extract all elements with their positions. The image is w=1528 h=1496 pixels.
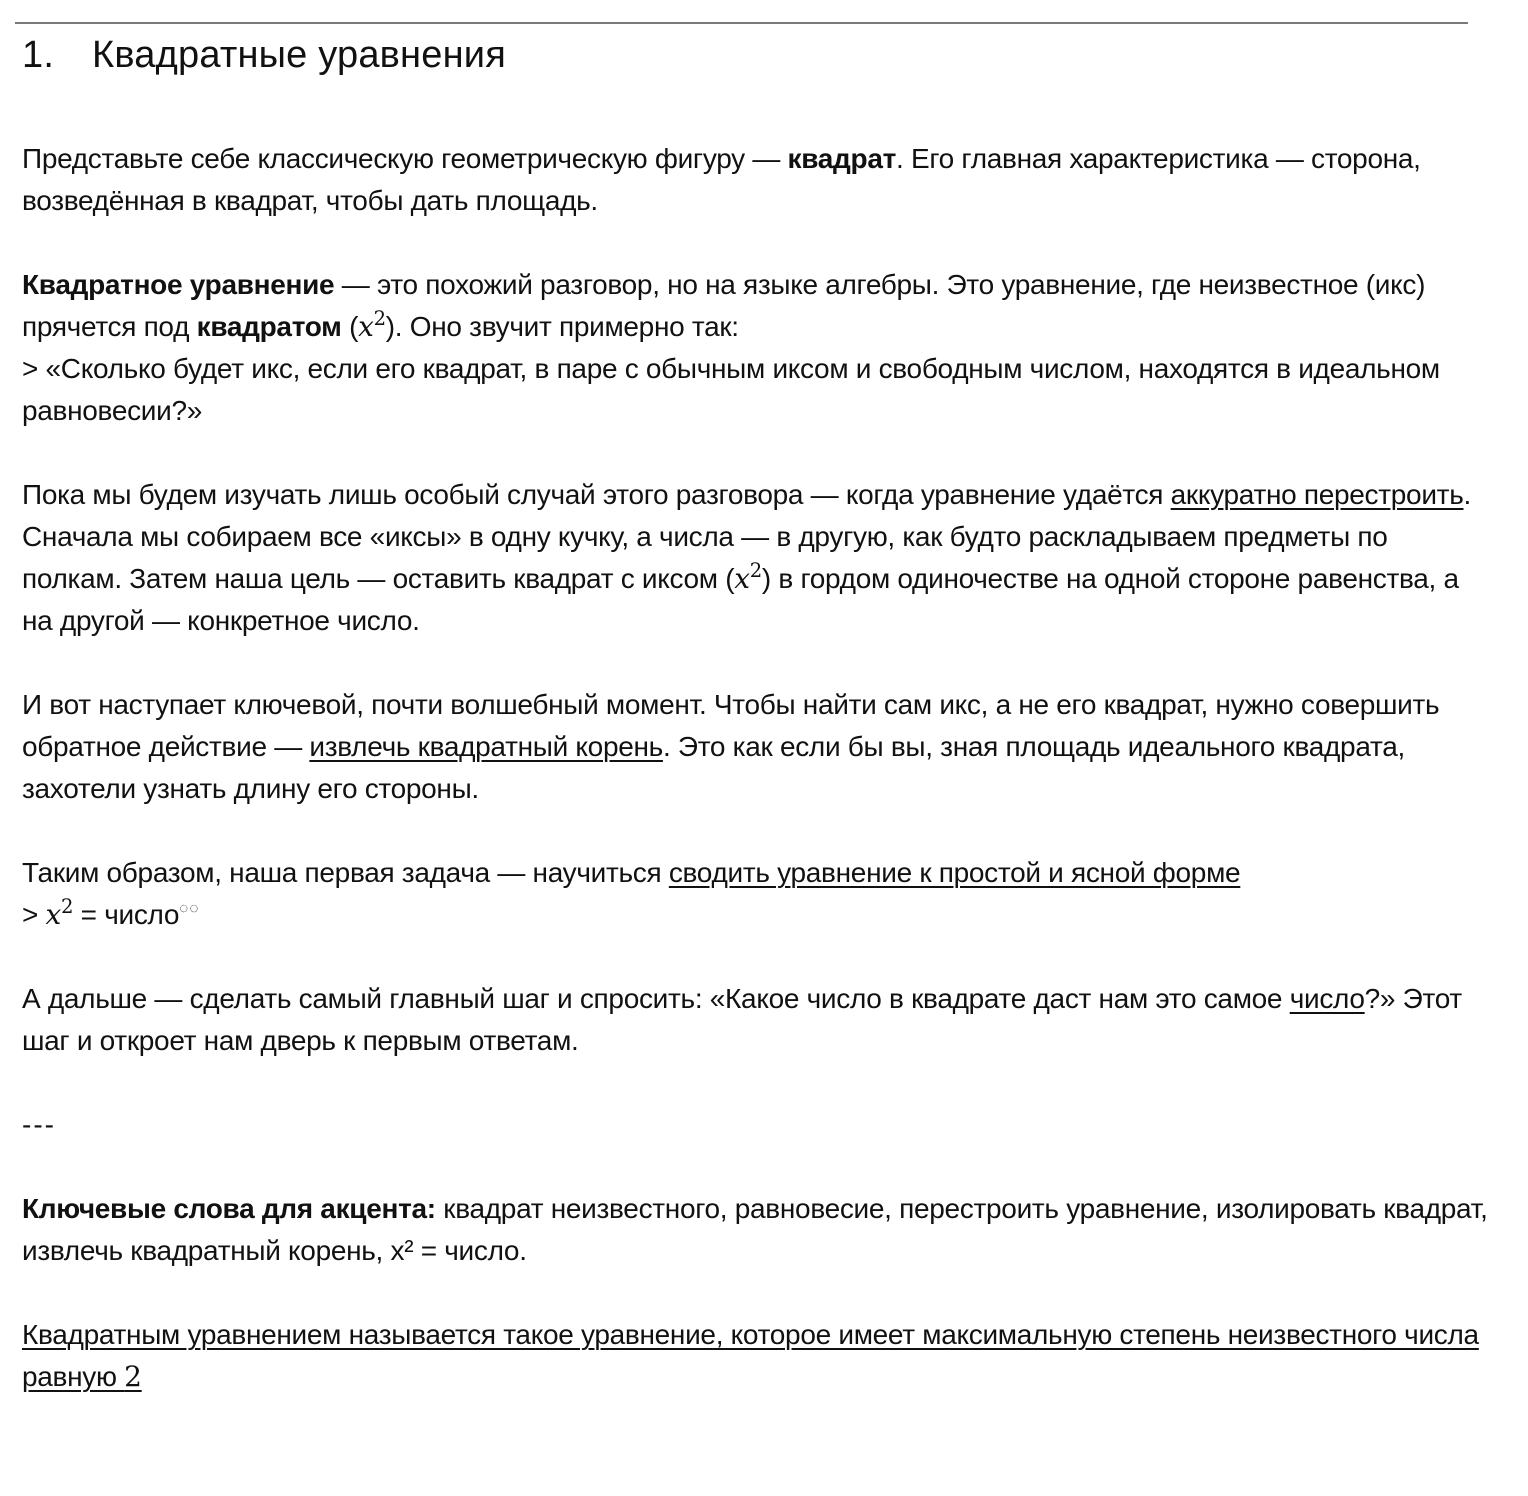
bold-term: квадратом — [196, 311, 342, 342]
text: . Сначала мы собираем все «иксы» в одну кучку, а числа — в другую, как будто раскладываем предметы по полкам. Затем наша цель — оставить квадрат с иксом ( — [22, 479, 1471, 594]
paragraph-first-task — [22, 852, 1492, 936]
paragraph-rearrange — [22, 474, 1492, 642]
bold-term: Квадратное уравнение — [22, 269, 335, 300]
underlined-word: число — [1289, 983, 1365, 1014]
document-body — [22, 138, 1492, 1440]
math-x-squared: $x^2$ — [45, 895, 74, 931]
horizontal-rule — [15, 22, 1468, 24]
paragraph-formal-definition — [22, 1314, 1492, 1398]
separator-text: --- — [22, 1109, 56, 1140]
underlined-phrase: извлечь квадратный корень — [309, 731, 663, 762]
paragraph-square-root — [22, 684, 1492, 810]
text: . Это как если бы вы, зная площадь идеального квадрата, захотели узнать длину его стороны. — [22, 731, 1405, 804]
text: — это похожий разговор, но на языке алгебры. Это уравнение, где неизвестное (икс) прячется под — [22, 269, 1426, 342]
paragraph-definition-intro — [22, 264, 1492, 432]
quote-marker: > — [22, 899, 46, 930]
math-x-squared: $x^2$ — [734, 559, 762, 595]
keywords-list: квадрат неизвестного, равновесие, перестроить уравнение, изолировать квадрат, извлечь квадратный корень, x² = число. — [22, 1193, 1488, 1266]
heading-number: 1. — [22, 34, 55, 76]
text: ). Оно звучит примерно так: — [385, 311, 739, 342]
text: . Его главная характеристика — сторона, возведённая в квадрат, чтобы дать площадь. — [22, 143, 1421, 216]
bold-term: квадрат — [787, 143, 897, 174]
keywords-label: Ключевые слова для акцента: — [22, 1193, 436, 1224]
text: = число — [73, 899, 180, 930]
paragraph-intro — [22, 138, 1492, 222]
paragraph-next-step — [22, 978, 1492, 1062]
paragraph-keywords — [22, 1188, 1492, 1272]
text: И вот наступает ключевой, почти волшебный момент. Чтобы найти сам икс, а не его квадрат, нужно совершить обратное действие — — [22, 689, 1440, 762]
section-heading — [22, 30, 506, 80]
underlined-phrase: аккуратно перестроить — [1170, 479, 1464, 510]
quote-line: > «Сколько будет икс, если его квадрат, в паре с обычным иксом и свободным числом, находятся в идеальном равновесии?» — [22, 353, 1440, 426]
heading-title: Квадратные уравнения — [92, 34, 506, 76]
math-x-squared: $x^2$ — [358, 307, 386, 343]
text: Таким образом, наша первая задача — научиться — [22, 857, 669, 888]
text: А дальше — сделать самый главный шаг и спросить: «Какое число в квадрате даст нам это самое — [22, 983, 1290, 1014]
text: Представьте себе классическую геометрическую фигуру — — [22, 143, 788, 174]
text: ) в гордом одиночестве на одной стороне равенства, а на другой — конкретное число. — [22, 563, 1459, 636]
text: ?» Этот шаг и откроет нам дверь к первым ответам. — [22, 983, 1462, 1056]
text: ( — [341, 311, 359, 342]
underlined-phrase: сводить уравнение к простой и ясной форме — [668, 857, 1241, 888]
definition-text: Квадратным уравнением называется такое уравнение, которое имеет максимальную степень неизвестного числа равную 2 — [22, 1319, 1479, 1393]
asterisk-glyphs: ◌◌ — [179, 900, 200, 918]
text: Пока мы будем изучать лишь особый случай этого разговора — когда уравнение удаётся — [22, 479, 1171, 510]
